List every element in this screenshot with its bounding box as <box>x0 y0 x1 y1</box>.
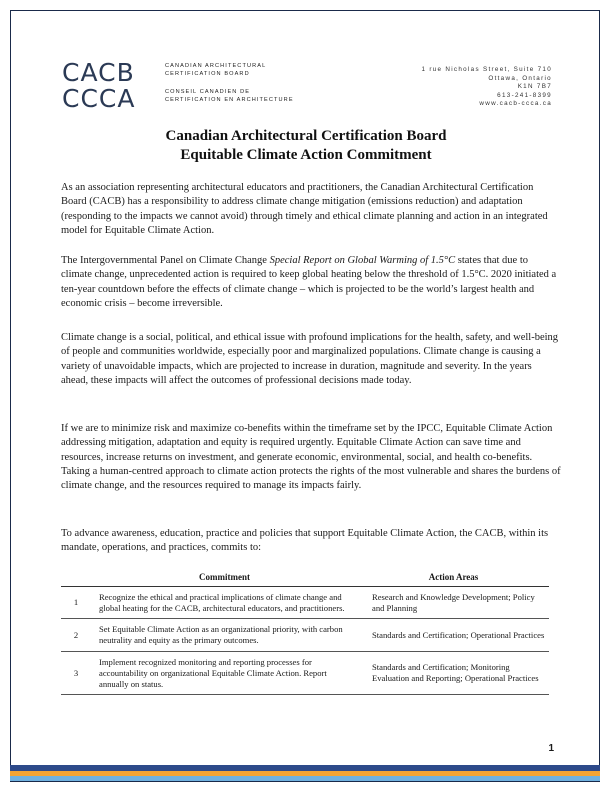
paragraph-ipcc-start: The Intergovernmental Panel on Climate Change <box>61 255 270 266</box>
logo-french-line1: CONSEIL CANADIEN DE <box>165 89 251 95</box>
address-street: 1 rue Nicholas Street, Suite 710 <box>421 66 552 73</box>
logo-english-text <box>165 63 315 78</box>
header-action-areas: Action Areas <box>358 570 549 586</box>
table-row <box>61 651 549 694</box>
title-line1: Canadian Architectural Certification Board <box>165 128 447 144</box>
header-commitment: Commitment <box>91 570 358 586</box>
commitment-table <box>61 570 549 695</box>
address-phone: 613-241-8399 <box>497 91 552 99</box>
logo-ccca-letters: CCCA <box>62 84 136 113</box>
address-postal: K1N 7B7 <box>517 83 552 91</box>
logo-french-line2: CERTIFICATION EN ARCHITECTURE <box>165 96 294 103</box>
address-website[interactable]: www.cacb-ccca.ca <box>479 100 552 108</box>
logo-french-text <box>165 89 315 104</box>
ipcc-report-title: Special Report on Global Warming of 1.5°C <box>269 255 456 266</box>
paragraph-ipcc-end: states that due to climate change, unprecedented action is required to keep global heating below the threshold of 1.5°C. 2020 initiated a ten-year countdown before the effects of climate change – which is projected to be the world’s largest health and economic crisis – become irreversible. <box>61 255 557 309</box>
paragraph-ipcc <box>61 254 561 311</box>
row-commitment: Recognize the ethical and practical implications of climate change and global heating for the CACB, architectural educators, and practitioners. <box>91 586 358 619</box>
footer-stripe-lightblue <box>10 776 600 781</box>
paragraph-intro: As an association representing architectural educators and practitioners, the Canadian Architectural Certification Board (CACB) has a responsibility to address climate change mitigation (emissions reduction) and adaptation (responding to the impacts we cannot avoid) through timely and ethical climate planning and action in an integrated model for Equitable Climate Action. <box>61 182 548 236</box>
row-number: 3 <box>61 651 91 694</box>
document-title <box>0 127 612 165</box>
table-row <box>61 619 549 652</box>
row-action-areas: Standards and Certification; Monitoring Evaluation and Reporting; Operational Practices <box>358 651 549 694</box>
logo-cacb-letters: CACB <box>62 58 135 87</box>
table-row <box>61 586 549 619</box>
paragraph-commitment-intro: To advance awareness, education, practice and policies that support Equitable Climate Action, the CACB, within its mandate, operations, and practices, commits to: <box>61 528 549 554</box>
page-number: 1 <box>548 743 554 754</box>
row-number: 1 <box>61 586 91 619</box>
table-header-row <box>61 570 549 586</box>
title-line2: Equitable Climate Action Commitment <box>180 147 432 163</box>
paragraph-urgency: If we are to minimize risk and maximize co-benefits within the timeframe set by the IPCC, Equitable Climate Action addressing mitigation, adaptation and equity is required urgently. Equitable Climate Action can save time and resources, increase returns on investment, and generate economic, environmental, social, and health co-benefits. Taking a human-centred approach to climate action protects the rights of the most vulnerable and shares the burdens of climate change, and the resources required to manage its impacts fairly. <box>61 423 561 492</box>
row-number: 2 <box>61 619 91 652</box>
row-action-areas: Standards and Certification; Operational Practices <box>358 619 549 652</box>
row-action-areas: Research and Knowledge Development; Policy and Planning <box>358 586 549 619</box>
row-commitment: Implement recognized monitoring and reporting processes for accountability on organizational Equitable Climate Action. Report annually on status. <box>91 651 358 694</box>
row-commitment: Set Equitable Climate Action as an organizational priority, with carbon neutrality and equity as the primary outcomes. <box>91 619 358 652</box>
header-number <box>61 570 91 586</box>
address-city: Ottawa, Ontario <box>488 74 552 82</box>
letterhead <box>62 60 552 112</box>
address-block <box>421 66 552 109</box>
paragraph-impacts: Climate change is a social, political, and ethical issue with profound implications for the health, safety, and well-being of people and communities worldwide, especially poor and marginalized populations. Climate change is causing a variety of unavoidable impacts, which are projected to increase in duration, magnitude and severity. In the years ahead, these impacts will affect the outcomes of professional decisions made today. <box>61 332 559 386</box>
logo-english-line1: CANADIAN ARCHITECTURAL <box>165 63 267 69</box>
logo-english-line2: CERTIFICATION BOARD <box>165 70 250 77</box>
